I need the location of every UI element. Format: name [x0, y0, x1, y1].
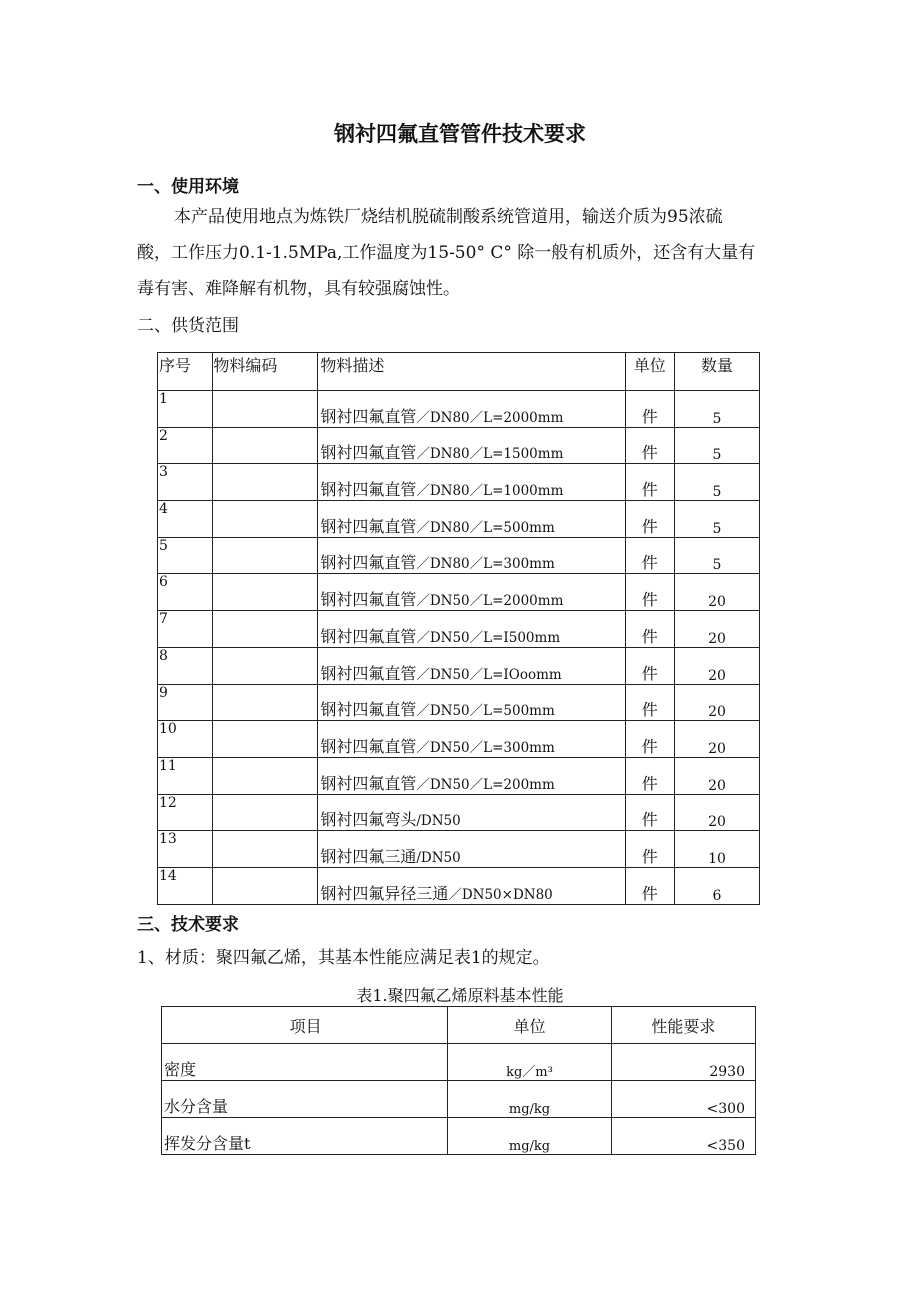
header-desc: 物料描述: [318, 353, 625, 391]
row-no: 12: [158, 794, 213, 831]
row-code: [213, 794, 318, 831]
row-code: [213, 867, 318, 904]
table-row: [162, 1118, 756, 1155]
row-no: 8: [158, 647, 213, 684]
row-code: [213, 684, 318, 721]
row-no: 7: [158, 611, 213, 648]
row-qty: 20: [675, 721, 760, 758]
row-desc-name: 钢衬四氟三通: [320, 846, 417, 866]
row-desc-spec: ／DN50／L=500mm: [416, 703, 555, 720]
row-desc-name: 钢衬四氟直管: [320, 516, 417, 536]
row-unit: 件: [625, 757, 675, 794]
row-desc-spec: ／DN80／L=2000mm: [416, 409, 564, 426]
table-row: [158, 721, 760, 758]
row-qty: 20: [675, 574, 760, 611]
row-desc-spec: ／DN80／L=300mm: [416, 556, 555, 573]
row-desc-name: 钢衬四氟直管: [320, 626, 417, 646]
table-row: [162, 1044, 756, 1081]
row-desc-spec: ／DN50×DN80: [448, 886, 553, 903]
row-desc-name: 钢衬四氟直管: [320, 443, 417, 463]
row-desc-name: 钢衬四氟直管: [320, 663, 417, 683]
row-desc-spec: ／DN50／L=I500mm: [416, 629, 561, 646]
row-desc: [318, 721, 625, 758]
row-desc: [318, 501, 625, 538]
row-desc: [318, 391, 625, 428]
row-qty: 20: [675, 757, 760, 794]
row-desc: [318, 574, 625, 611]
table-row: [158, 867, 760, 904]
table-row: [158, 611, 760, 648]
row-desc-name: 钢衬四氟直管: [320, 736, 417, 756]
supply-table: [157, 352, 760, 905]
row-desc-spec: ／DN50／L=300mm: [416, 739, 555, 756]
row-unit: 件: [625, 684, 675, 721]
row-desc-spec: ／DN50／L=200mm: [416, 776, 555, 793]
row-unit: 件: [625, 647, 675, 684]
row-code: [213, 757, 318, 794]
table-row: [158, 574, 760, 611]
prop-item: 水分含量: [162, 1081, 448, 1118]
prop-requirement: <300: [611, 1081, 755, 1118]
row-desc-spec: ／DN50／L=2000mm: [416, 593, 564, 610]
row-desc: [318, 794, 625, 831]
section2-heading: 二、供货范围: [137, 316, 239, 336]
row-unit: 件: [625, 794, 675, 831]
header-unit: 单位: [448, 1007, 611, 1044]
properties-table: [161, 1006, 756, 1155]
row-code: [213, 537, 318, 574]
row-unit: 件: [625, 831, 675, 868]
row-unit: 件: [625, 611, 675, 648]
row-code: [213, 611, 318, 648]
supply-header-row: [158, 353, 760, 391]
row-desc: [318, 647, 625, 684]
table-row: [158, 427, 760, 464]
header-requirement: 性能要求: [611, 1007, 755, 1044]
row-unit: 件: [625, 427, 675, 464]
row-desc-name: 钢衬四氟直管: [320, 480, 417, 500]
table-row: [158, 537, 760, 574]
row-desc-name: 钢衬四氟直管: [320, 773, 417, 793]
row-desc: [318, 684, 625, 721]
row-code: [213, 427, 318, 464]
table1-caption: 表1.聚四氟乙烯原料基本性能: [356, 986, 564, 1005]
row-no: 2: [158, 427, 213, 464]
row-no: 11: [158, 757, 213, 794]
header-unit: 单位: [625, 353, 675, 391]
row-desc: [318, 464, 625, 501]
row-desc: [318, 611, 625, 648]
table-row: [158, 464, 760, 501]
row-desc-spec: ／DN80／L=1500mm: [416, 446, 564, 463]
row-desc-spec: /DN50: [416, 813, 461, 830]
header-item: 项目: [162, 1007, 448, 1044]
row-desc-name: 钢衬四氟直管: [320, 700, 417, 720]
row-desc-spec: ／DN80／L=1000mm: [416, 483, 564, 500]
row-no: 1: [158, 391, 213, 428]
row-unit: 件: [625, 464, 675, 501]
section1-line-1: 本产品使用地点为炼铁厂烧结机脱硫制酸系统管道用，输送介质为95浓硫: [174, 207, 723, 227]
row-code: [213, 721, 318, 758]
row-unit: 件: [625, 574, 675, 611]
row-qty: 5: [675, 464, 760, 501]
row-desc-name: 钢衬四氟弯头: [320, 810, 417, 830]
row-desc: [318, 867, 625, 904]
row-code: [213, 574, 318, 611]
row-desc-spec: ／DN80／L=500mm: [416, 519, 555, 536]
prop-requirement: 2930: [611, 1044, 755, 1081]
row-code: [213, 391, 318, 428]
section1-heading: 一、使用环境: [137, 177, 239, 197]
header-no: 序号: [158, 353, 213, 391]
row-desc-name: 钢衬四氟异径三通: [320, 883, 449, 903]
table-row: [158, 391, 760, 428]
row-desc: [318, 427, 625, 464]
row-desc-name: 钢衬四氟直管: [320, 553, 417, 573]
row-qty: 20: [675, 611, 760, 648]
row-qty: 5: [675, 391, 760, 428]
section3-item1: 1、材质：聚四氟乙烯，其基本性能应满足表1的规定。: [137, 948, 550, 968]
table-row: [158, 501, 760, 538]
section1-line-3: 毒有害、难降解有机物，具有较强腐蚀性。: [137, 279, 460, 299]
row-qty: 5: [675, 427, 760, 464]
section3-heading: 三、技术要求: [137, 915, 239, 935]
document-title: 钢衬四氟直管管件技术要求: [334, 122, 586, 146]
row-no: 10: [158, 721, 213, 758]
row-unit: 件: [625, 721, 675, 758]
table-row: [158, 831, 760, 868]
row-code: [213, 501, 318, 538]
row-code: [213, 647, 318, 684]
table-row: [158, 757, 760, 794]
row-qty: 5: [675, 501, 760, 538]
prop-unit: mg/kg: [448, 1081, 611, 1118]
prop-requirement: <350: [611, 1118, 755, 1155]
row-no: 9: [158, 684, 213, 721]
row-code: [213, 464, 318, 501]
row-unit: 件: [625, 501, 675, 538]
row-no: 5: [158, 537, 213, 574]
row-no: 4: [158, 501, 213, 538]
row-desc-spec: ／DN50／L=IOoomm: [416, 666, 562, 683]
row-desc: [318, 831, 625, 868]
row-qty: 20: [675, 647, 760, 684]
prop-unit: mg/kg: [448, 1118, 611, 1155]
row-desc-name: 钢衬四氟直管: [320, 406, 417, 426]
row-no: 6: [158, 574, 213, 611]
row-qty: 20: [675, 794, 760, 831]
properties-header-row: [162, 1007, 756, 1044]
row-no: 13: [158, 831, 213, 868]
header-qty: 数量: [675, 353, 760, 391]
table-row: [158, 684, 760, 721]
row-desc-name: 钢衬四氟直管: [320, 590, 417, 610]
row-qty: 6: [675, 867, 760, 904]
row-unit: 件: [625, 867, 675, 904]
row-qty: 10: [675, 831, 760, 868]
prop-item: 挥发分含量t: [162, 1118, 448, 1155]
row-qty: 20: [675, 684, 760, 721]
row-unit: 件: [625, 537, 675, 574]
section1-line-2: 酸，工作压力0.1-1.5MPa,工作温度为15-50° C° 除一般有机质外，还含有大量有: [137, 243, 756, 263]
row-unit: 件: [625, 391, 675, 428]
table-row: [158, 647, 760, 684]
row-code: [213, 831, 318, 868]
row-desc: [318, 537, 625, 574]
table-row: [158, 794, 760, 831]
prop-item: 密度: [162, 1044, 448, 1081]
row-desc: [318, 757, 625, 794]
row-desc-spec: /DN50: [416, 849, 461, 866]
header-code: 物料编码: [213, 353, 318, 391]
row-qty: 5: [675, 537, 760, 574]
row-no: 14: [158, 867, 213, 904]
prop-unit: kg／m³: [448, 1044, 611, 1081]
table-row: [162, 1081, 756, 1118]
row-no: 3: [158, 464, 213, 501]
